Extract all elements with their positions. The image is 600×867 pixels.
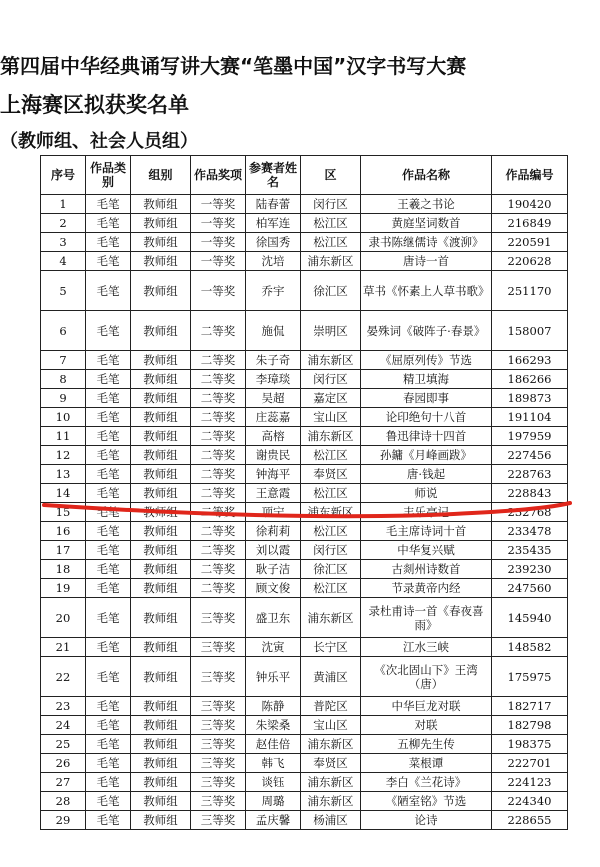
cell-name: 徐国秀: [246, 233, 301, 252]
cell-group: 教师组: [131, 560, 191, 579]
table-row: [41, 522, 568, 541]
cell-award: 二等奖: [191, 370, 246, 389]
cell-no: 17: [41, 541, 86, 560]
cell-no: 23: [41, 697, 86, 716]
cell-award: 三等奖: [191, 792, 246, 811]
cell-id: 197959: [492, 427, 568, 446]
cell-name: 刘以霞: [246, 541, 301, 560]
cell-id: 158007: [492, 311, 568, 351]
cell-no: 20: [41, 598, 86, 638]
cell-no: 26: [41, 754, 86, 773]
cell-award: 三等奖: [191, 811, 246, 830]
cell-work: 论印绝句十八首: [361, 408, 492, 427]
cell-group: 教师组: [131, 311, 191, 351]
cell-no: 12: [41, 446, 86, 465]
table-row: [41, 598, 568, 638]
cell-name: 陈静: [246, 697, 301, 716]
header-award: 作品奖项: [191, 156, 246, 195]
cell-district: 浦东新区: [301, 735, 361, 754]
cell-id: 224340: [492, 792, 568, 811]
table-row: [41, 657, 568, 697]
cell-group: 教师组: [131, 541, 191, 560]
cell-no: 18: [41, 560, 86, 579]
cell-district: 闵行区: [301, 195, 361, 214]
cell-award: 三等奖: [191, 735, 246, 754]
document-category: （教师组、社会人员组）: [0, 131, 198, 152]
cell-no: 9: [41, 389, 86, 408]
cell-no: 6: [41, 311, 86, 351]
table-row: [41, 754, 568, 773]
cell-district: 宝山区: [301, 716, 361, 735]
cell-type: 毛笔: [86, 233, 131, 252]
cell-work: 李白《兰花诗》: [361, 773, 492, 792]
cell-district: 松江区: [301, 579, 361, 598]
cell-no: 29: [41, 811, 86, 830]
cell-group: 教师组: [131, 716, 191, 735]
cell-name: 李璋琰: [246, 370, 301, 389]
cell-work: 王羲之书论: [361, 195, 492, 214]
cell-id: 175975: [492, 657, 568, 697]
cell-work: 江水三峡: [361, 638, 492, 657]
cell-work: 《屈原列传》节选: [361, 351, 492, 370]
cell-award: 一等奖: [191, 252, 246, 271]
table-row: [41, 484, 568, 503]
cell-work: 论诗: [361, 811, 492, 830]
cell-type: 毛笔: [86, 522, 131, 541]
cell-name: 谢贵民: [246, 446, 301, 465]
cell-id: 235435: [492, 541, 568, 560]
table-row: [41, 773, 568, 792]
cell-id: 220591: [492, 233, 568, 252]
cell-no: 15: [41, 503, 86, 522]
cell-type: 毛笔: [86, 754, 131, 773]
cell-no: 16: [41, 522, 86, 541]
cell-group: 教师组: [131, 427, 191, 446]
cell-award: 二等奖: [191, 311, 246, 351]
cell-no: 11: [41, 427, 86, 446]
cell-district: 普陀区: [301, 697, 361, 716]
cell-district: 松江区: [301, 233, 361, 252]
cell-id: 190420: [492, 195, 568, 214]
cell-no: 10: [41, 408, 86, 427]
table-row: [41, 560, 568, 579]
cell-district: 浦东新区: [301, 773, 361, 792]
cell-work: 《陋室铭》节选: [361, 792, 492, 811]
cell-type: 毛笔: [86, 735, 131, 754]
document-subtitle: 上海赛区拟获奖名单: [0, 93, 189, 117]
cell-id: 145940: [492, 598, 568, 638]
cell-name: 盛卫东: [246, 598, 301, 638]
cell-name: 韩飞: [246, 754, 301, 773]
cell-work: 草书《怀素上人草书歌》: [361, 271, 492, 311]
cell-award: 三等奖: [191, 697, 246, 716]
cell-group: 教师组: [131, 389, 191, 408]
cell-district: 奉贤区: [301, 754, 361, 773]
cell-award: 三等奖: [191, 657, 246, 697]
document-title: 第四届中华经典诵写讲大赛“笔墨中国”汉字书写大赛: [0, 54, 467, 78]
cell-group: 教师组: [131, 195, 191, 214]
cell-district: 松江区: [301, 446, 361, 465]
cell-name: 钟乐平: [246, 657, 301, 697]
cell-award: 二等奖: [191, 351, 246, 370]
header-type: 作品类别: [86, 156, 131, 195]
cell-id: 166293: [492, 351, 568, 370]
cell-id: 232768: [492, 503, 568, 522]
cell-group: 教师组: [131, 233, 191, 252]
cell-award: 二等奖: [191, 446, 246, 465]
cell-no: 27: [41, 773, 86, 792]
cell-award: 一等奖: [191, 271, 246, 311]
cell-work: 《次北固山下》王湾（唐）: [361, 657, 492, 697]
cell-type: 毛笔: [86, 503, 131, 522]
cell-district: 浦东新区: [301, 598, 361, 638]
cell-no: 14: [41, 484, 86, 503]
cell-award: 三等奖: [191, 638, 246, 657]
table-row: [41, 465, 568, 484]
header-no: 序号: [41, 156, 86, 195]
cell-no: 13: [41, 465, 86, 484]
cell-name: 朱子奇: [246, 351, 301, 370]
cell-work: 唐诗一首: [361, 252, 492, 271]
cell-type: 毛笔: [86, 811, 131, 830]
table-row: [41, 697, 568, 716]
cell-name: 赵佳倍: [246, 735, 301, 754]
cell-work: 中华巨龙对联: [361, 697, 492, 716]
cell-group: 教师组: [131, 579, 191, 598]
cell-id: 182798: [492, 716, 568, 735]
cell-work: 春园即事: [361, 389, 492, 408]
cell-id: 227456: [492, 446, 568, 465]
cell-work: 鲁迅律诗十四首: [361, 427, 492, 446]
cell-id: 222701: [492, 754, 568, 773]
cell-id: 189873: [492, 389, 568, 408]
cell-no: 4: [41, 252, 86, 271]
cell-district: 松江区: [301, 522, 361, 541]
cell-name: 乔宇: [246, 271, 301, 311]
table-row: [41, 252, 568, 271]
cell-type: 毛笔: [86, 214, 131, 233]
cell-group: 教师组: [131, 522, 191, 541]
cell-award: 一等奖: [191, 195, 246, 214]
cell-name: 谈钰: [246, 773, 301, 792]
cell-award: 一等奖: [191, 214, 246, 233]
cell-group: 教师组: [131, 465, 191, 484]
cell-type: 毛笔: [86, 560, 131, 579]
cell-no: 28: [41, 792, 86, 811]
cell-type: 毛笔: [86, 408, 131, 427]
cell-district: 闵行区: [301, 541, 361, 560]
cell-work: 隶书陈继儒诗《渡泖》: [361, 233, 492, 252]
table-row: [41, 351, 568, 370]
cell-district: 长宁区: [301, 638, 361, 657]
cell-group: 教师组: [131, 735, 191, 754]
cell-no: 25: [41, 735, 86, 754]
table-row: [41, 271, 568, 311]
cell-type: 毛笔: [86, 311, 131, 351]
cell-district: 徐汇区: [301, 560, 361, 579]
cell-work: 晏殊词《破阵子·春景》: [361, 311, 492, 351]
cell-type: 毛笔: [86, 465, 131, 484]
cell-award: 三等奖: [191, 716, 246, 735]
cell-group: 教师组: [131, 446, 191, 465]
cell-type: 毛笔: [86, 427, 131, 446]
cell-type: 毛笔: [86, 579, 131, 598]
cell-award: 二等奖: [191, 465, 246, 484]
cell-name: 孟庆馨: [246, 811, 301, 830]
cell-group: 教师组: [131, 503, 191, 522]
cell-type: 毛笔: [86, 697, 131, 716]
cell-type: 毛笔: [86, 716, 131, 735]
cell-id: 247560: [492, 579, 568, 598]
cell-id: 220628: [492, 252, 568, 271]
table-row: [41, 195, 568, 214]
header-district: 区: [301, 156, 361, 195]
table-row: [41, 503, 568, 522]
cell-group: 教师组: [131, 252, 191, 271]
cell-group: 教师组: [131, 214, 191, 233]
cell-name: 周璐: [246, 792, 301, 811]
cell-name: 庄蕊嘉: [246, 408, 301, 427]
table-row: [41, 638, 568, 657]
cell-district: 浦东新区: [301, 427, 361, 446]
cell-type: 毛笔: [86, 446, 131, 465]
cell-type: 毛笔: [86, 351, 131, 370]
cell-type: 毛笔: [86, 370, 131, 389]
cell-id: 228843: [492, 484, 568, 503]
header-group: 组别: [131, 156, 191, 195]
cell-district: 浦东新区: [301, 351, 361, 370]
table-row: [41, 541, 568, 560]
cell-work: 孙鏞《月峰画跋》: [361, 446, 492, 465]
cell-group: 教师组: [131, 754, 191, 773]
cell-id: 182717: [492, 697, 568, 716]
cell-id: 239230: [492, 560, 568, 579]
table-row: [41, 214, 568, 233]
cell-group: 教师组: [131, 271, 191, 311]
cell-award: 一等奖: [191, 233, 246, 252]
cell-group: 教师组: [131, 351, 191, 370]
cell-name: 耿子洁: [246, 560, 301, 579]
table-header-row: [41, 156, 568, 195]
cell-name: 沈寅: [246, 638, 301, 657]
cell-district: 杨浦区: [301, 811, 361, 830]
cell-district: 宝山区: [301, 408, 361, 427]
cell-type: 毛笔: [86, 638, 131, 657]
cell-name: 徐莉莉: [246, 522, 301, 541]
cell-work: 师说: [361, 484, 492, 503]
cell-work: 黄庭坚词数首: [361, 214, 492, 233]
cell-group: 教师组: [131, 408, 191, 427]
cell-work: 五柳先生传: [361, 735, 492, 754]
cell-name: 王意霞: [246, 484, 301, 503]
cell-no: 19: [41, 579, 86, 598]
cell-type: 毛笔: [86, 271, 131, 311]
cell-id: 216849: [492, 214, 568, 233]
cell-no: 5: [41, 271, 86, 311]
cell-name: 柏军连: [246, 214, 301, 233]
cell-id: 198375: [492, 735, 568, 754]
cell-name: 陆春蕾: [246, 195, 301, 214]
cell-award: 二等奖: [191, 560, 246, 579]
cell-type: 毛笔: [86, 792, 131, 811]
cell-group: 教师组: [131, 773, 191, 792]
cell-award: 二等奖: [191, 389, 246, 408]
cell-name: 顾文俊: [246, 579, 301, 598]
cell-work: 精卫填海: [361, 370, 492, 389]
cell-no: 8: [41, 370, 86, 389]
table-row: [41, 408, 568, 427]
header-work: 作品名称: [361, 156, 492, 195]
cell-work: 菜根谭: [361, 754, 492, 773]
cell-work: 中华复兴赋: [361, 541, 492, 560]
cell-id: 191104: [492, 408, 568, 427]
cell-name: 沈培: [246, 252, 301, 271]
cell-type: 毛笔: [86, 252, 131, 271]
cell-name: 施侃: [246, 311, 301, 351]
cell-group: 教师组: [131, 484, 191, 503]
table-row: [41, 579, 568, 598]
cell-work: 丰乐亭记: [361, 503, 492, 522]
cell-award: 二等奖: [191, 522, 246, 541]
table-row: [41, 311, 568, 351]
cell-no: 3: [41, 233, 86, 252]
cell-district: 浦东新区: [301, 792, 361, 811]
header-name: 参赛者姓名: [246, 156, 301, 195]
cell-award: 二等奖: [191, 579, 246, 598]
cell-district: 浦东新区: [301, 503, 361, 522]
cell-type: 毛笔: [86, 484, 131, 503]
header-id: 作品编号: [492, 156, 568, 195]
cell-no: 2: [41, 214, 86, 233]
cell-district: 闵行区: [301, 370, 361, 389]
cell-id: 148582: [492, 638, 568, 657]
cell-group: 教师组: [131, 638, 191, 657]
cell-work: 唐·钱起: [361, 465, 492, 484]
cell-no: 1: [41, 195, 86, 214]
cell-work: 录杜甫诗一首《春夜喜雨》: [361, 598, 492, 638]
cell-award: 二等奖: [191, 503, 246, 522]
cell-id: 186266: [492, 370, 568, 389]
cell-name: 朱梁桑: [246, 716, 301, 735]
cell-group: 教师组: [131, 370, 191, 389]
table-row: [41, 427, 568, 446]
cell-group: 教师组: [131, 697, 191, 716]
cell-district: 徐汇区: [301, 271, 361, 311]
cell-type: 毛笔: [86, 541, 131, 560]
cell-award: 二等奖: [191, 427, 246, 446]
cell-group: 教师组: [131, 811, 191, 830]
cell-award: 三等奖: [191, 754, 246, 773]
cell-name: 项宁: [246, 503, 301, 522]
cell-id: 224123: [492, 773, 568, 792]
table-row: [41, 811, 568, 830]
cell-type: 毛笔: [86, 773, 131, 792]
cell-type: 毛笔: [86, 389, 131, 408]
cell-id: 228763: [492, 465, 568, 484]
table-row: [41, 792, 568, 811]
cell-name: 吴超: [246, 389, 301, 408]
cell-award: 二等奖: [191, 541, 246, 560]
table-row: [41, 233, 568, 252]
award-table: [40, 155, 568, 830]
cell-type: 毛笔: [86, 195, 131, 214]
cell-award: 三等奖: [191, 773, 246, 792]
cell-no: 22: [41, 657, 86, 697]
cell-type: 毛笔: [86, 598, 131, 638]
table-row: [41, 389, 568, 408]
cell-district: 浦东新区: [301, 252, 361, 271]
cell-no: 21: [41, 638, 86, 657]
cell-no: 24: [41, 716, 86, 735]
table-row: [41, 370, 568, 389]
cell-district: 嘉定区: [301, 389, 361, 408]
cell-district: 奉贤区: [301, 465, 361, 484]
cell-district: 松江区: [301, 484, 361, 503]
cell-work: 毛主席诗词十首: [361, 522, 492, 541]
cell-work: 对联: [361, 716, 492, 735]
cell-id: 251170: [492, 271, 568, 311]
cell-name: 钟海平: [246, 465, 301, 484]
cell-id: 228655: [492, 811, 568, 830]
cell-work: 节录黄帝内经: [361, 579, 492, 598]
cell-name: 高榕: [246, 427, 301, 446]
cell-district: 松江区: [301, 214, 361, 233]
cell-award: 二等奖: [191, 484, 246, 503]
cell-group: 教师组: [131, 598, 191, 638]
cell-award: 二等奖: [191, 408, 246, 427]
cell-group: 教师组: [131, 657, 191, 697]
cell-work: 古剡州诗数首: [361, 560, 492, 579]
cell-no: 7: [41, 351, 86, 370]
cell-district: 崇明区: [301, 311, 361, 351]
cell-type: 毛笔: [86, 657, 131, 697]
table-row: [41, 446, 568, 465]
cell-district: 黄浦区: [301, 657, 361, 697]
cell-id: 233478: [492, 522, 568, 541]
table-row: [41, 735, 568, 754]
cell-group: 教师组: [131, 792, 191, 811]
table-row: [41, 716, 568, 735]
cell-award: 三等奖: [191, 598, 246, 638]
